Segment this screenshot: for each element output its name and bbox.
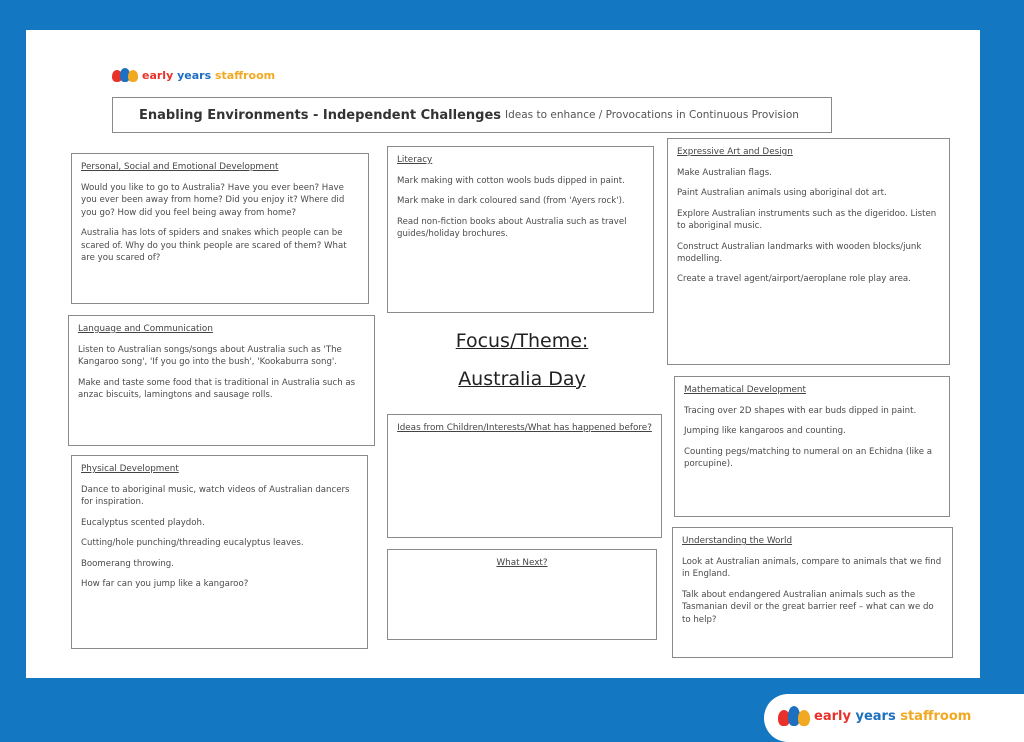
planning-sheet [26, 30, 980, 678]
box-psed [71, 153, 369, 304]
box-item: Boomerang throwing. [81, 558, 174, 569]
box-item: Create a travel agent/airport/aeroplane role play area. [677, 274, 911, 285]
box-item: Talk about endangered Australian animals such as the Tasmanian devil or the great barrier reef – what can we do to help? [682, 589, 934, 625]
box-item: Cutting/hole punching/threading eucalyptus leaves. [81, 538, 304, 549]
box-physical [71, 455, 368, 649]
box-item: Australia has lots of spiders and snakes which people can be scared of. Why do you think people are scared of them? What are you scared of? [81, 228, 347, 264]
box-item: Eucalyptus scented playdoh. [81, 517, 205, 528]
box-heading: Personal, Social and Emotional Development [81, 162, 279, 172]
box-expressive-art [667, 138, 950, 365]
box-heading: Understanding the World [682, 536, 793, 546]
box-what-next [387, 549, 657, 640]
logo-text: early years staffroom [814, 708, 972, 724]
theme-title: Australia Day [458, 368, 586, 390]
box-item: Would you like to go to Australia? Have you ever been? Have you ever been away from home? Did you enjoy it? Where did you go? How did you feel being away from home? [81, 182, 345, 218]
box-item: Dance to aboriginal music, watch videos of Australian dancers for inspiration. [81, 484, 350, 508]
box-item: Paint Australian animals using aboriginal dot art. [677, 188, 887, 199]
box-language [68, 315, 375, 446]
box-understanding-world [672, 527, 953, 658]
box-item: How far can you jump like a kangaroo? [81, 579, 249, 590]
box-heading: Language and Communication [78, 324, 213, 334]
box-literacy [387, 146, 654, 313]
hands-icon [778, 706, 808, 726]
box-ideas [387, 414, 662, 538]
sheet-logo [112, 68, 275, 82]
box-heading: Physical Development [81, 464, 179, 474]
logo-text: early years staffroom [142, 68, 276, 82]
focus-theme [386, 324, 658, 420]
box-item: Mark make in dark coloured sand (from 'Ayers rock'). [397, 196, 625, 207]
footer-logo [778, 706, 971, 726]
box-item: Make Australian flags. [677, 167, 772, 178]
box-item: Construct Australian landmarks with wooden blocks/junk modelling. [677, 241, 922, 265]
box-heading: Expressive Art and Design [677, 147, 793, 157]
box-item: Jumping like kangaroos and counting. [684, 426, 846, 437]
box-item: Make and taste some food that is traditional in Australia such as anzac biscuits, lamingtons and sausage rolls. [78, 377, 356, 401]
page-title: Enabling Environments - Independent Challenges [139, 107, 502, 123]
box-heading: Literacy [397, 155, 433, 165]
box-maths [674, 376, 950, 517]
box-item: Counting pegs/matching to numeral on an Echidna (like a porcupine). [684, 446, 932, 470]
page-subtitle: Ideas to enhance / Provocations in Continuous Provision [505, 109, 799, 121]
box-item: Look at Australian animals, compare to animals that we find in England. [682, 556, 942, 580]
box-item: Tracing over 2D shapes with ear buds dipped in paint. [684, 405, 917, 416]
footer-logo-badge [764, 694, 1024, 742]
focus-label: Focus/Theme: [455, 330, 589, 352]
box-item: Read non-fiction books about Australia such as travel guides/holiday brochures. [397, 216, 627, 240]
box-heading: Ideas from Children/Interests/What has happened before? [397, 423, 652, 433]
title-banner [112, 97, 832, 133]
box-heading: Mathematical Development [684, 385, 806, 395]
hands-icon [112, 68, 136, 82]
box-heading: What Next? [496, 558, 548, 568]
box-item: Listen to Australian songs/songs about Australia such as 'The Kangaroo song', 'If you go into the bush', 'Kookaburra song'. [78, 344, 342, 368]
box-item: Explore Australian instruments such as the digeridoo. Listen to aboriginal music. [677, 208, 937, 232]
box-item: Mark making with cotton wools buds dipped in paint. [397, 175, 625, 186]
